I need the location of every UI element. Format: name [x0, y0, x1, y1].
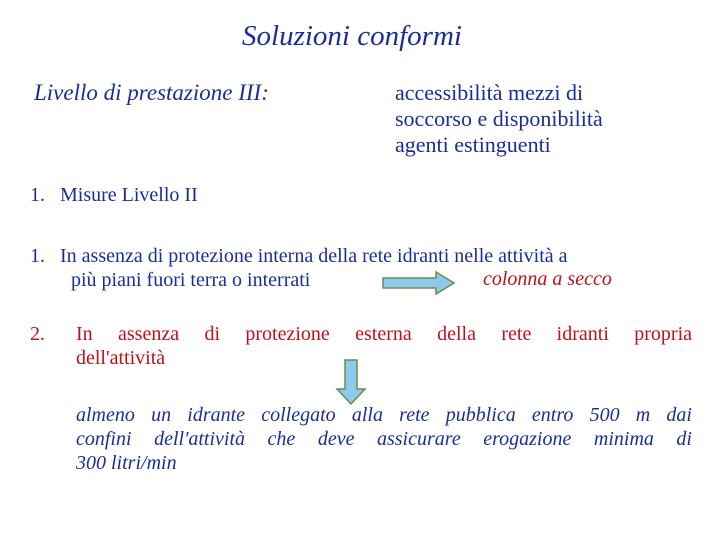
list-text-continuation: più piani fuori terra o interrati — [71, 269, 311, 291]
level-label: Livello di prestazione III: — [34, 80, 269, 105]
list-number: 2. — [30, 323, 45, 345]
conclusion-text — [76, 403, 692, 475]
conclusion-line: confini dell'attività che deve assicurare erogazione minima di — [76, 428, 692, 450]
list-text-continuation: dell'attività — [76, 347, 166, 369]
slide-title: Soluzioni conformi — [242, 20, 462, 52]
level-description-line: soccorso e disponibilità — [395, 106, 603, 131]
list-item-measures — [30, 184, 198, 207]
list-text: Misure Livello II — [60, 184, 198, 206]
conclusion-line: almeno un idrante collegato alla rete pubblica entro 500 m dai — [76, 404, 692, 426]
list-text: In assenza di protezione esterna della rete idranti propria — [76, 323, 692, 345]
list-text: In assenza di protezione interna della rete idranti nelle attività a — [60, 245, 568, 267]
result-colonna-a-secco: colonna a secco — [483, 268, 612, 290]
list-number: 1. — [30, 245, 45, 267]
level-description-line: agenti estinguenti — [395, 132, 551, 157]
conclusion-line: 300 litri/min — [76, 452, 177, 474]
right-arrow-icon — [382, 270, 456, 296]
down-arrow-icon — [334, 358, 368, 406]
level-description — [395, 80, 603, 158]
level-description-line: accessibilità mezzi di — [395, 80, 584, 105]
list-number: 1. — [30, 184, 45, 206]
